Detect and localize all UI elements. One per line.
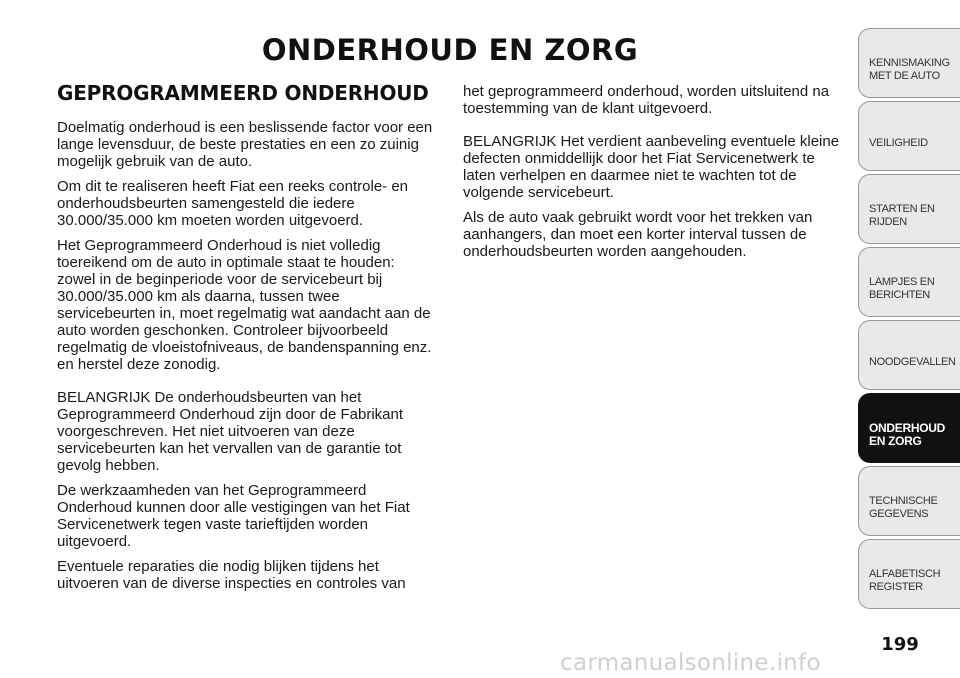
watermark-text: carmanualsonline.info (560, 650, 821, 676)
paragraph: Als de auto vaak gebruikt wordt voor het trekken van aanhangers, dan moet een korter interval tussen de onderhoudsbeurten worden aangehouden. (463, 209, 813, 260)
notice-paragraph: BELANGRIJK Het verdient aanbeveling eventuele kleine defecten onmiddellijk door het Fiat Servicenetwerk te laten verhelpen en daarmee niet te wachten tot de volgende servicebeurt. (463, 133, 840, 201)
tab-label: ALFABETISCH REGISTER (869, 568, 941, 593)
tab-label: STARTEN EN RIJDEN (869, 203, 935, 228)
tab-label: LAMPJES EN BERICHTEN (869, 276, 935, 301)
page-title: ONDERHOUD EN ZORG (261, 33, 639, 68)
tab-technische-gegevens[interactable] (858, 466, 960, 536)
paragraph: Doelmatig onderhoud is een beslissende factor voor een lange levensduur, de beste prestaties en een zo zuinig mogelijk gebruik van de auto. (57, 119, 433, 170)
tab-label: VEILIGHEID (869, 136, 928, 149)
tab-veiligheid[interactable] (858, 101, 960, 171)
chapter-tabs (858, 28, 960, 612)
tab-label: TECHNISCHE GEGEVENS (869, 495, 938, 520)
paragraph: Het Geprogrammeerd Onderhoud is niet volledig toereikend om de auto in optimale staat te houden: zowel in de beginperiode voor de servicebeurt bij 30.000/35.000 km als daarna, tussen twee servicebeurten in, moet regelmatig wat aandacht aan de auto worden geschonken. Controleer bijvoorbeeld regelmatig de vloeistofniveaus, de bandenspanning enz. en herstel deze zonodig. (57, 237, 432, 373)
tab-label: KENNISMAKING MET DE AUTO (869, 57, 950, 82)
paragraph: het geprogrammeerd onderhoud, worden uitsluitend na toestemming van de klant uitgevoerd. (463, 83, 830, 117)
tab-kennismaking[interactable] (858, 28, 960, 98)
tab-alfabetisch-register[interactable] (858, 539, 960, 609)
right-column (463, 83, 843, 268)
tab-label: ONDERHOUD EN ZORG (869, 421, 945, 448)
tab-noodgevallen[interactable] (858, 320, 960, 390)
paragraph: Eventuele reparaties die nodig blijken tijdens het uitvoeren van de diverse inspecties en controles van (57, 558, 406, 592)
left-column (57, 82, 437, 600)
tab-lampjes-en-berichten[interactable] (858, 247, 960, 317)
tab-label: NOODGEVALLEN (869, 355, 956, 368)
notice-paragraph: BELANGRIJK De onderhoudsbeurten van het Geprogrammeerd Onderhoud zijn door de Fabrikant voorgeschreven. Het niet uitvoeren van deze servicebeurten kan het vervallen van de garantie tot gevolg hebben. (57, 389, 404, 474)
page-number: 199 (881, 634, 919, 655)
section-heading: GEPROGRAMMEERD ONDERHOUD (57, 81, 429, 105)
tab-starten-en-rijden[interactable] (858, 174, 960, 244)
paragraph: De werkzaamheden van het Geprogrammeerd Onderhoud kunnen door alle vestigingen van het Fiat Servicenetwerk tegen vaste tarieftijden worden uitgevoerd. (57, 482, 410, 550)
tab-onderhoud-en-zorg[interactable] (858, 393, 960, 463)
paragraph: Om dit te realiseren heeft Fiat een reeks controle- en onderhoudsbeurten samengesteld die iedere 30.000/35.000 km moeten worden uitgevoerd. (57, 178, 409, 229)
